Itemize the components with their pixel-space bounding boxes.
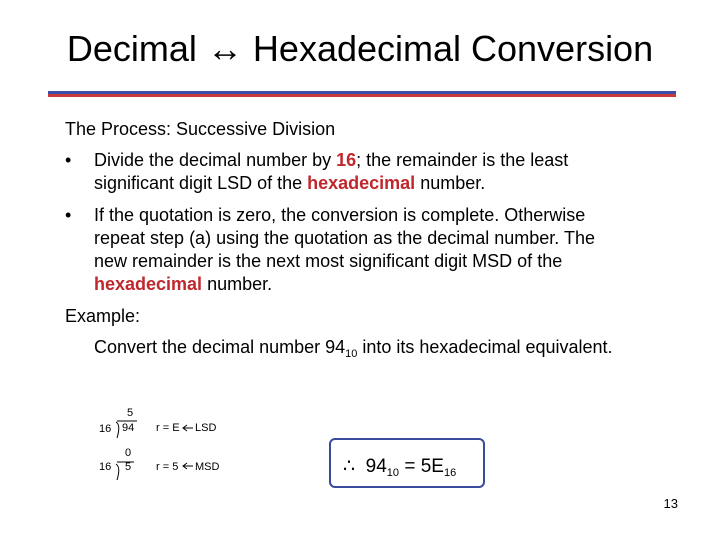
result-lhs: 94 <box>365 456 387 477</box>
bullet-1-line-1 <box>94 149 568 172</box>
example-text-pre: Convert the decimal number 94 <box>94 337 346 357</box>
step2-dividend: 5 <box>125 461 132 473</box>
bullet-1-dot: • <box>65 150 72 170</box>
step1-dividend: 94 <box>122 422 135 434</box>
title-underline <box>48 91 676 98</box>
page-number: 13 <box>663 496 678 511</box>
example-subscript: 10 <box>345 348 358 360</box>
step1-remainder: r = E <box>156 422 180 434</box>
bullet-2-line-4 <box>94 273 272 296</box>
bullet-1-line-2 <box>94 172 485 195</box>
step2-quotient: 0 <box>125 447 132 459</box>
example-text <box>94 336 613 359</box>
bullet-1-text-post: ; the remainder is the least <box>356 150 569 170</box>
bullet-1-text-pre: Divide the decimal number by <box>94 150 337 170</box>
title-underline-red <box>48 94 676 97</box>
result-rhs-subscript: 16 <box>443 467 457 479</box>
result-lhs-subscript: 10 <box>386 467 400 479</box>
division-figure <box>97 405 247 480</box>
bullet-2-line-3: new remainder is the next most significant digit MSD of the <box>94 251 563 271</box>
result-equation <box>343 455 456 478</box>
bullet-2-line-1: If the quotation is zero, the conversion is complete. Otherwise <box>94 205 586 225</box>
step2-remainder: r = 5 <box>156 461 179 473</box>
example-heading: Example: <box>65 306 141 326</box>
result-equals-5e: = 5E <box>399 456 444 477</box>
bullet-2-line-2: repeat step (a) using the quotation as the decimal number. The <box>94 228 595 248</box>
bullet-2-line-4-post: number. <box>202 274 273 294</box>
therefore-symbol: ∴ <box>343 456 356 477</box>
divisor-16: 16 <box>336 150 357 170</box>
result-box <box>329 438 485 488</box>
step1-label-lsd: LSD <box>195 422 217 434</box>
hexadecimal-emphasis-2: hexadecimal <box>94 274 203 294</box>
process-heading: The Process: Successive Division <box>65 119 336 139</box>
bullet-1-line-2-post: number. <box>415 173 486 193</box>
step2-divisor: 16 <box>99 461 112 473</box>
slide-title: Decimal ↔ Hexadecimal Conversion <box>66 28 654 69</box>
step2-label-msd: MSD <box>195 461 220 473</box>
bullet-1-line-2-pre: significant digit LSD of the <box>94 173 308 193</box>
step1-divisor: 16 <box>99 423 112 435</box>
example-text-post: into its hexadecimal equivalent. <box>357 337 613 357</box>
hexadecimal-emphasis-1: hexadecimal <box>307 173 416 193</box>
step1-quotient: 5 <box>127 407 134 419</box>
bullet-2-dot: • <box>65 205 72 225</box>
